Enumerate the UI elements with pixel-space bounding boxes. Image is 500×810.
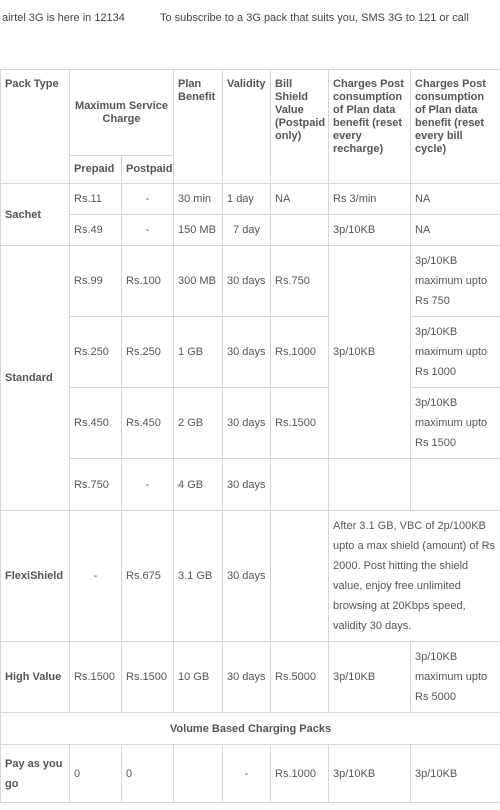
header-prepaid: Prepaid [70,156,122,184]
validity-cell: 30 days [223,388,271,459]
volume-section-title: Volume Based Charging Packs [1,713,500,745]
validity-cell: - [223,745,271,803]
benefit-cell: 300 MB [174,246,223,317]
table-row [1,511,500,642]
recharge-charge-cell: 3p/10KB [329,215,411,246]
flexishield-note: After 3.1 GB, VBC of 2p/100KB upto a max shield (amount) of Rs 2000. Post hitting the shield value, enjoy free unlimited browsing at 20Kbps speed, validity 30 days. [329,511,500,642]
shield-cell: Rs.1000 [271,317,329,388]
header-postpaid: Postpaid [122,156,174,184]
table-row [1,642,500,713]
postpaid-cell: - [122,215,174,246]
pack-table [0,69,500,803]
table-row [1,215,500,246]
benefit-cell: 1 GB [174,317,223,388]
postpaid-cell: Rs.250 [122,317,174,388]
benefit-cell: 150 MB [174,215,223,246]
prepaid-cell: Rs.49 [70,215,122,246]
bill-charge-cell: 3p/10KB maximum upto Rs 750 [411,246,500,317]
validity-cell: 30 days [223,246,271,317]
shield-cell: NA [271,184,329,215]
validity-cell: 30 days [223,317,271,388]
benefit-cell: 10 GB [174,642,223,713]
shield-cell [271,215,329,246]
pack-type-high-value: High Value [1,642,70,713]
benefit-cell: 4 GB [174,459,223,511]
table-row [1,459,500,511]
recharge-charge-cell: Rs 3/min [329,184,411,215]
benefit-cell [174,745,223,803]
header-charges-recharge: Charges Post consumption of Plan data benefit (reset every recharge) [329,70,411,184]
prepaid-cell: - [70,511,122,642]
shield-cell: Rs.1000 [271,745,329,803]
postpaid-cell: Rs.675 [122,511,174,642]
bill-charge-cell: 3p/10KB maximum upto Rs 1000 [411,317,500,388]
benefit-cell: 30 min [174,184,223,215]
table-row [1,745,500,803]
shield-cell: Rs.750 [271,246,329,317]
header-pack-type: Pack Type [1,70,70,184]
validity-cell: 30 days [223,511,271,642]
header-charges-bill: Charges Post consumption of Plan data benefit (reset every bill cycle) [411,70,500,184]
postpaid-cell: 0 [122,745,174,803]
postpaid-cell: Rs.450 [122,388,174,459]
prepaid-cell: Rs.750 [70,459,122,511]
table-row [1,388,500,459]
recharge-charge-cell [329,459,411,511]
bill-charge-cell: 3p/10KB [411,745,500,803]
shield-cell: Rs.5000 [271,642,329,713]
table-row [1,184,500,215]
recharge-charge-cell: 3p/10KB [329,246,411,459]
pack-type-payg: Pay as you go [1,745,70,803]
prepaid-cell: Rs.1500 [70,642,122,713]
validity-cell: 7 day [223,215,271,246]
shield-cell [271,459,329,511]
pack-type-standard: Standard [1,246,70,511]
intro-right-text: To subscribe to a 3G pack that suits you, SMS 3G to 121 or call [160,12,469,24]
header-validity: Validity [223,70,271,184]
prepaid-cell: Rs.11 [70,184,122,215]
section-row [1,713,500,745]
header-plan-benefit: Plan Benefit [174,70,223,184]
table-row [1,317,500,388]
pack-type-flexishield: FlexiShield [1,511,70,642]
validity-cell: 30 days [223,642,271,713]
pack-type-sachet: Sachet [1,184,70,246]
validity-cell: 1 day [223,184,271,215]
intro-left-text: airtel 3G is here in 12134 [2,12,125,24]
header-max-service-charge: Maximum Service Charge [70,70,174,156]
prepaid-cell: Rs.99 [70,246,122,317]
postpaid-cell: Rs.1500 [122,642,174,713]
intro-section [0,0,500,66]
bill-charge-cell [411,459,500,511]
shield-cell [271,511,329,642]
recharge-charge-cell: 3p/10KB [329,642,411,713]
header-row [1,70,500,156]
recharge-charge-cell: 3p/10KB [329,745,411,803]
bill-charge-cell: NA [411,215,500,246]
bill-charge-cell: NA [411,184,500,215]
postpaid-cell: - [122,184,174,215]
shield-cell: Rs.1500 [271,388,329,459]
benefit-cell: 2 GB [174,388,223,459]
bill-charge-cell: 3p/10KB maximum upto Rs 5000 [411,642,500,713]
table-row [1,246,500,317]
bill-charge-cell: 3p/10KB maximum upto Rs 1500 [411,388,500,459]
benefit-cell: 3.1 GB [174,511,223,642]
validity-cell: 30 days [223,459,271,511]
prepaid-cell: 0 [70,745,122,803]
prepaid-cell: Rs.450 [70,388,122,459]
postpaid-cell: - [122,459,174,511]
header-bill-shield: Bill Shield Value (Postpaid only) [271,70,329,184]
prepaid-cell: Rs.250 [70,317,122,388]
postpaid-cell: Rs.100 [122,246,174,317]
